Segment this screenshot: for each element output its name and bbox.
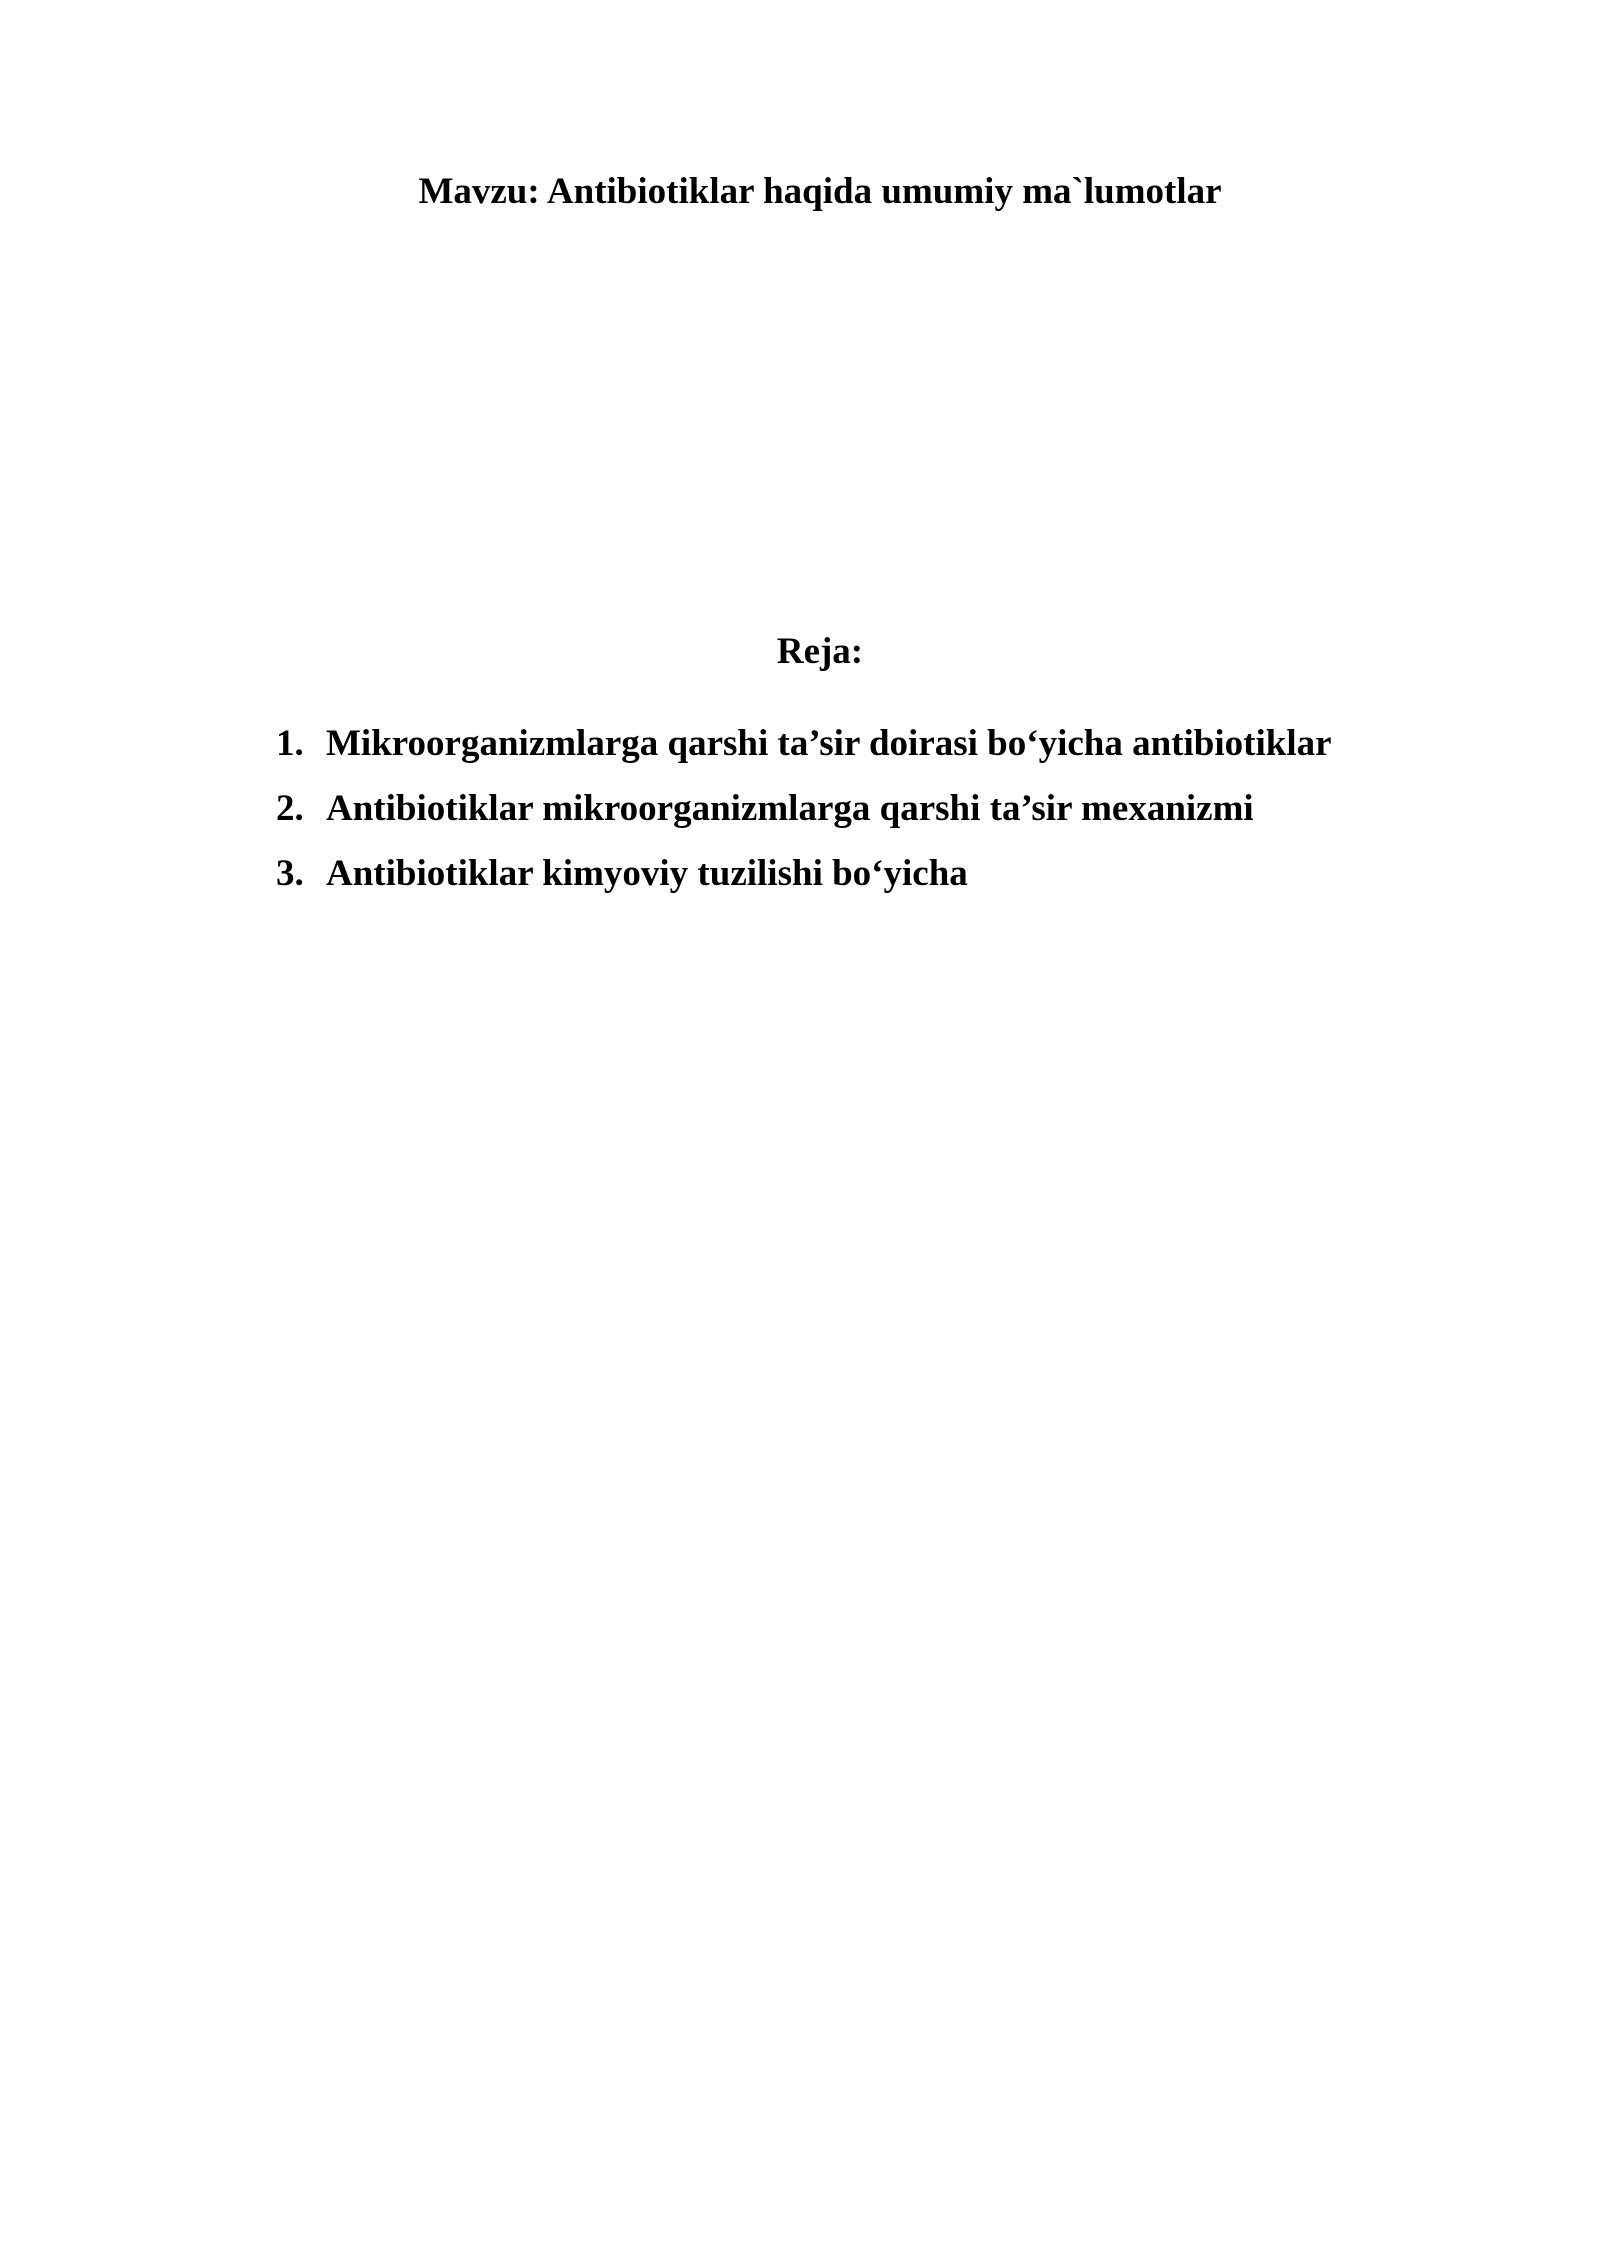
plan-item — [276, 720, 1476, 768]
plan-item-text: Antibiotiklar kimyoviy tuzilishi bo‘yicha — [326, 853, 968, 894]
plan-item-number: 2. — [276, 788, 304, 829]
plan-item-number: 3. — [276, 853, 304, 894]
plan-heading: Reja: — [776, 631, 864, 672]
plan-item-text: Mikroorganizmlarga qarshi ta’sir doirasi bo‘yicha antibiotiklar — [326, 723, 1332, 764]
plan-item — [276, 785, 1476, 833]
document-title: Mavzu: Antibiotiklar haqida umumiy ma`lumotlar — [418, 171, 1222, 212]
plan-item-text: Antibiotiklar mikroorganizmlarga qarshi ta’sir mexanizmi — [326, 788, 1254, 829]
plan-list — [276, 720, 1476, 915]
plan-item — [276, 850, 1476, 898]
plan-item-number: 1. — [276, 723, 304, 764]
